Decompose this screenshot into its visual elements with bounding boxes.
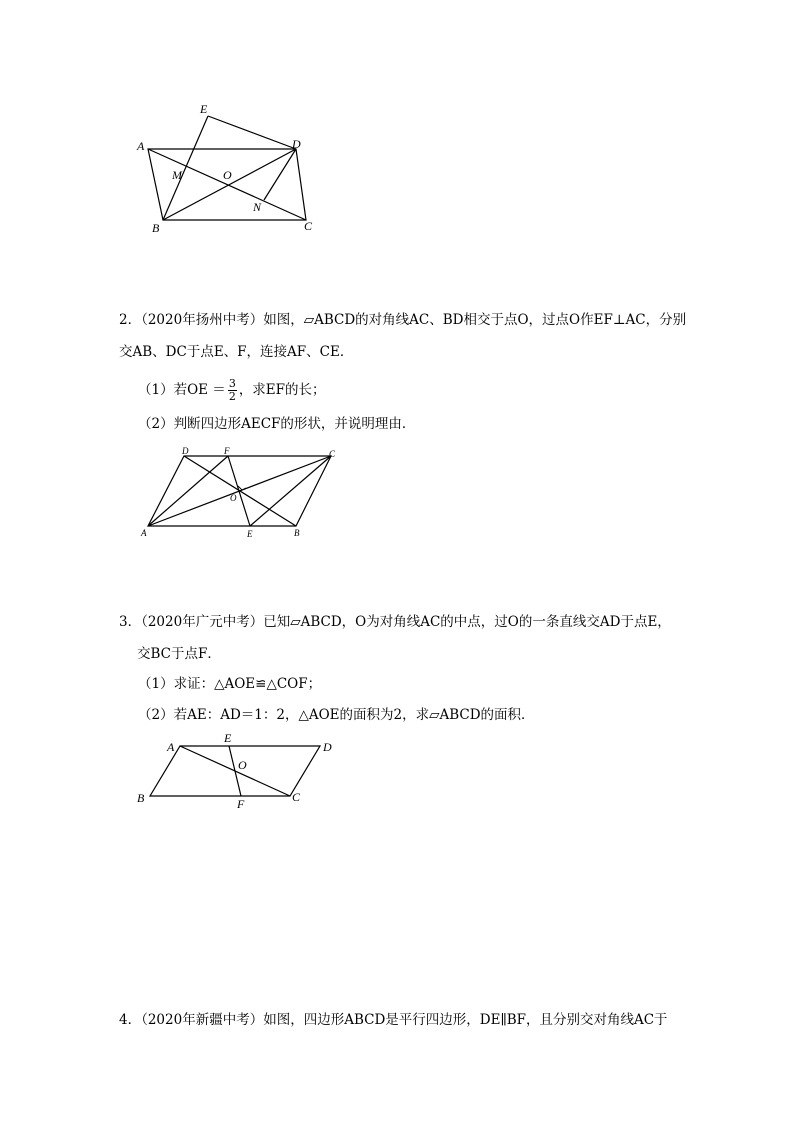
fig3-label-o: O [238,758,247,772]
fig3-label-b: B [137,791,145,805]
problem2-part2-text: （2）判断四边形AECF的形状，并说明理由． [138,416,416,432]
problem3-stem-line2 [137,644,221,664]
problem2-part1-suffix: ，求EF的长； [238,382,326,398]
fig2-diagonal-bd [184,456,296,526]
fig2-segment-af [148,456,228,526]
fig3-label-a: A [167,740,175,754]
fig1-label-n: N [253,200,262,214]
fig2-label-b: B [294,528,300,538]
fig1-label-m: M [172,168,182,182]
fig1-diagonal-ac [148,149,306,220]
problem2-stem-line2 [119,342,353,362]
fig1-diagonal-bd [163,149,296,220]
fig1-label-o: O [223,168,232,182]
fig2-segment-ce [250,456,331,526]
fraction-denominator: 2 [228,390,236,403]
figure-parallelogram-1 [130,95,330,240]
fig2-label-e: E [247,529,253,539]
problem3-source: （2020年广元中考） [141,614,264,630]
fig2-segment-ef [228,456,250,526]
problem2-part1 [138,378,326,403]
problem3-part2 [138,705,535,725]
problem4-stem-line1 [119,1010,668,1030]
fig1-segment-be [163,116,208,220]
figure-parallelogram-2 [135,440,345,545]
problem2-number: 2． [119,312,142,328]
fig2-label-f: F [224,446,230,456]
problem3-number: 3． [119,614,142,630]
problem2-stem-line1 [119,310,686,330]
fraction-numerator: 3 [228,377,236,390]
fig1-label-c: C [304,219,313,233]
fig3-label-d: D [323,740,332,754]
problem3-part1 [138,674,321,694]
fig3-label-c: C [292,790,301,804]
problem3-part2-text: （2）若AE：AD＝1：2，△AOE的面积为2，求▱ABCD的面积． [138,707,535,723]
problem3-text-2: 交BC于点F． [137,646,221,662]
fig2-label-a: A [141,528,147,538]
problem4-number: 4． [119,1012,142,1028]
fig1-segment-dn [264,149,296,200]
problem2-part1-prefix: （1）若OE ＝ [138,382,226,398]
fig2-label-o: O [230,493,237,503]
problem2-source: （2020年扬州中考） [141,312,264,328]
problem2-text-2: 交AB、DC于点E、F，连接AF、CE． [119,344,354,360]
fig3-label-e: E [224,731,232,745]
fig1-label-d: D [292,137,301,151]
problem2-text-1: 如图，▱ABCD的对角线AC、BD相交于点O，过点O作EF⊥AC，分别 [263,312,687,328]
problem4-source: （2020年新疆中考） [141,1012,264,1028]
fig1-label-e: E [200,102,208,116]
problem2-part2 [138,414,415,434]
problem3-text-1: 已知▱ABCD，O为对角线AC的中点，过O的一条直线交AD于点E， [263,614,671,630]
figure-parallelogram-3 [130,728,345,813]
problem3-part1-text: （1）求证：△AOE≌△COF； [138,676,322,692]
fig2-label-d: D [182,446,189,456]
fig2-label-c: C [329,449,336,459]
problem4-text-1: 如图，四边形ABCD是平行四边形，DE∥BF，且分别交对角线AC于 [263,1012,668,1028]
fig1-label-b: B [152,221,160,235]
fig3-label-f: F [237,797,245,811]
fig1-segment-ed [208,116,296,149]
problem3-stem-line1 [119,612,671,632]
problem2-fraction [228,378,237,403]
fig1-label-a: A [137,139,145,153]
